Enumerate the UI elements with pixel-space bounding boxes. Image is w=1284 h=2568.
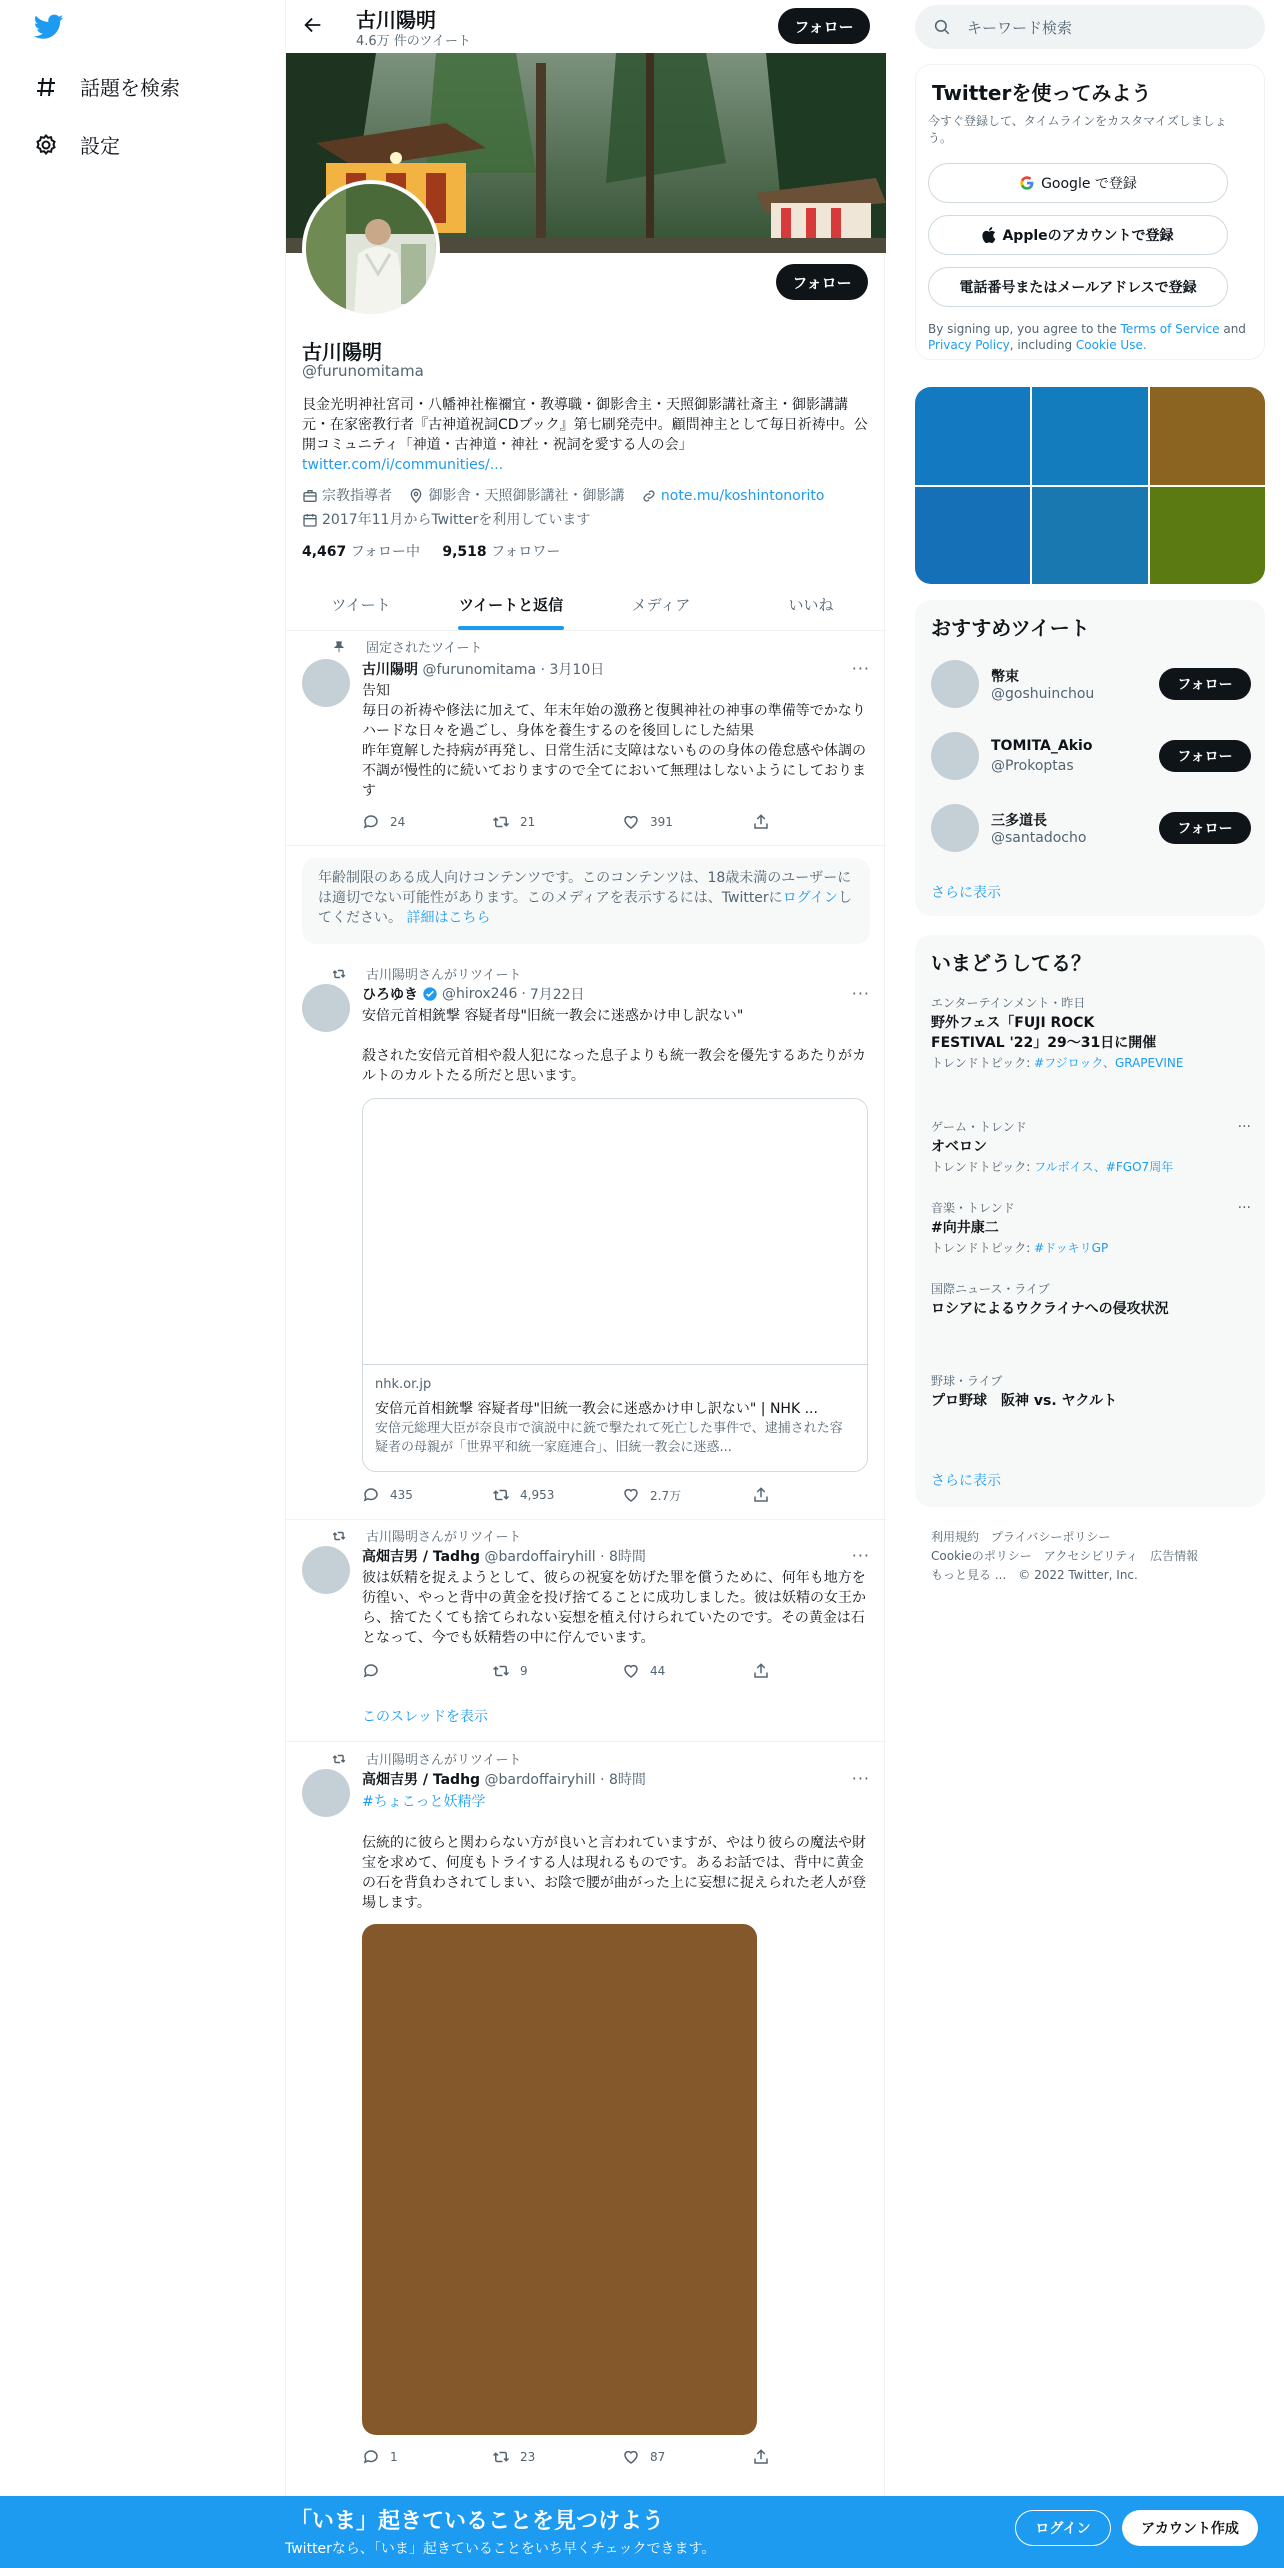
terms-of-service-link[interactable]: Terms of Service xyxy=(1120,322,1220,336)
bio-link[interactable]: twitter.com/i/communities/... xyxy=(302,457,504,473)
retweet-icon xyxy=(332,967,346,981)
nav-settings-label: 設定 xyxy=(80,134,120,158)
mosaic-tile[interactable] xyxy=(915,487,1030,585)
tab-media[interactable]: メディア xyxy=(631,595,691,614)
mosaic-tile[interactable] xyxy=(1150,387,1265,485)
reply-count: 1 xyxy=(390,2450,398,2464)
nav-explore-label: 話題を検索 xyxy=(80,76,180,100)
more-options-icon[interactable]: ··· xyxy=(851,659,870,678)
tweet-time[interactable]: 8時間 xyxy=(609,1772,646,1788)
signup-title: Twitterを使ってみよう xyxy=(932,81,1152,105)
signup-subtitle: 今すぐ登録して、タイムラインをカスタマイズしましょう。 xyxy=(928,114,1227,145)
avatar[interactable] xyxy=(302,659,350,707)
reply-count: 435 xyxy=(390,1488,413,1502)
tweet-context xyxy=(332,964,521,983)
header-follow-button[interactable]: フォロー xyxy=(778,8,870,44)
like-count: 44 xyxy=(650,1664,666,1678)
profile-name: 古川陽明 xyxy=(302,340,382,364)
retweet-icon xyxy=(492,2448,510,2466)
like-button[interactable] xyxy=(622,813,752,831)
like-count: 391 xyxy=(650,815,673,829)
google-signup-label: Google で登録 xyxy=(1041,176,1137,192)
profile-bio xyxy=(302,395,868,475)
followers-count: 9,518 xyxy=(442,544,487,560)
trend-topics xyxy=(931,1055,1251,1071)
tweet-header: ひろゆき @hirox246 · 7月22日 xyxy=(362,986,585,1003)
link-card-image xyxy=(363,1099,868,1365)
signup-panel xyxy=(915,64,1265,360)
gear-icon xyxy=(34,133,58,157)
search-input[interactable] xyxy=(915,5,1265,49)
trend-title: #向井康二 xyxy=(931,1220,999,1236)
recommended-user[interactable] xyxy=(931,732,1251,784)
age-restriction-notice xyxy=(302,858,870,944)
bio-text: 艮金光明神社宮司・八幡神社権禰宜・教導職・御影舎主・天照御影講社斎主・御影講講元・在家密教行者『古神道祝詞CDブック』第七刷発売中。顧問神主として毎日祈祷中。公開コミュニティ「神道・古神道・神社・祝詞を愛する人の会」 xyxy=(302,397,868,453)
share-button[interactable] xyxy=(752,2448,792,2466)
tweet-text: 伝統的に彼らと関わらない方が良いと言われていますが、やはり彼らの魔法や財宝を求めて、何度もトライする人は現れるものです。あるお話では、背中に黄金の石を背負わされてしまい、お陰で腰が曲がった上に妄想に捉えられた老人が登場します。 xyxy=(362,1835,866,1911)
recommended-user-name: 幣束 xyxy=(991,669,1019,685)
mosaic-tile[interactable] xyxy=(1150,487,1265,585)
trend-title: プロ野球 阪神 vs. ヤクルト xyxy=(931,1393,1118,1409)
share-icon xyxy=(752,1662,770,1680)
share-button[interactable] xyxy=(752,1662,792,1680)
more-options-icon[interactable]: ··· xyxy=(1237,1119,1251,1135)
trends-title: いまどうしてる？ xyxy=(931,951,1091,975)
like-count: 2.7万 xyxy=(650,1488,682,1503)
recommended-user-handle: @Prokoptas xyxy=(991,758,1074,774)
profile-follow-button[interactable]: フォロー xyxy=(776,264,868,300)
tweet-time[interactable]: 3月10日 xyxy=(549,662,605,678)
heart-icon xyxy=(622,2448,640,2466)
tweet-actions xyxy=(362,813,792,831)
profile-joined xyxy=(302,510,590,530)
author-name[interactable]: 高畑吉男 / Tadhg xyxy=(362,1772,481,1788)
trend-topic-label: トレンドトピック: xyxy=(931,1056,1035,1070)
tweet-time[interactable]: 7月22日 xyxy=(529,987,585,1003)
trend-item[interactable] xyxy=(931,1373,1251,1411)
mosaic-tile[interactable] xyxy=(915,387,1030,485)
follow-button[interactable]: フォロー xyxy=(1159,812,1251,844)
like-button[interactable] xyxy=(622,1486,752,1504)
following-stat[interactable] xyxy=(302,544,420,560)
bottom-signup-bar xyxy=(0,2496,1284,2568)
mosaic-tile[interactable] xyxy=(1032,387,1147,485)
age-warning-details-link[interactable]: 詳細はこちら xyxy=(406,910,491,926)
share-icon xyxy=(752,2448,770,2466)
recommended-user-handle: @goshuinchou xyxy=(991,686,1095,702)
tweet-time[interactable]: 8時間 xyxy=(609,1549,646,1565)
trend-item[interactable] xyxy=(931,995,1251,1071)
tab-tweets-and-replies[interactable]: ツイートと返信 xyxy=(436,578,586,630)
more-options-icon[interactable]: ··· xyxy=(851,1769,870,1788)
retweet-button[interactable] xyxy=(492,2448,622,2466)
avatar[interactable] xyxy=(302,984,350,1032)
tweet-actions xyxy=(362,2448,792,2466)
reply-button[interactable] xyxy=(362,1486,492,1504)
age-warning-login-link[interactable]: ログイン xyxy=(782,890,838,906)
share-button[interactable] xyxy=(752,813,792,831)
avatar[interactable] xyxy=(931,804,979,852)
retweet-icon xyxy=(492,813,510,831)
search-placeholder: キーワード検索 xyxy=(967,18,1073,37)
link-icon xyxy=(641,488,657,504)
trend-topic-link[interactable]: #フジロック、GRAPEVINE xyxy=(1034,1056,1184,1070)
tweet-header: 古川陽明 @furunomitama · 3月10日 xyxy=(362,662,605,678)
login-button[interactable]: ログイン xyxy=(1015,2510,1111,2546)
retweet-icon xyxy=(332,1529,346,1543)
header-name: 古川陽明 xyxy=(356,8,436,32)
trends-show-more[interactable]: さらに表示 xyxy=(931,1473,1001,1489)
context-label: 古川陽明さんがリツイート xyxy=(366,1753,522,1768)
trends-panel xyxy=(915,935,1265,1507)
retweet-count: 23 xyxy=(520,2450,536,2464)
retweet-icon xyxy=(492,1662,510,1680)
trend-item[interactable] xyxy=(931,1281,1251,1319)
tweet-retweet-tadhg-1[interactable] xyxy=(286,1520,886,1742)
tweet-actions xyxy=(362,1486,792,1504)
author-handle: @hirox246 xyxy=(442,986,518,1002)
create-account-button[interactable]: アカウント作成 xyxy=(1122,2510,1258,2546)
reply-button[interactable] xyxy=(362,1662,492,1680)
reply-icon xyxy=(362,1662,380,1680)
category-label: 宗教指導者 xyxy=(322,488,392,504)
avatar[interactable] xyxy=(302,1546,350,1594)
followers-label: フォロワー xyxy=(491,544,561,560)
retweet-button[interactable] xyxy=(492,813,622,831)
trend-category: エンターテインメント・昨日 xyxy=(931,996,1086,1010)
trend-category: 国際ニュース・ライブ xyxy=(931,1282,1050,1296)
profile-avatar[interactable] xyxy=(302,180,440,318)
profile-tabs xyxy=(286,578,886,631)
more-options-icon[interactable]: ··· xyxy=(1237,1200,1251,1216)
bottom-bar-subtitle: Twitterなら、「いま」起きていることをいち早くチェックできます。 xyxy=(285,2541,716,2557)
tab-likes[interactable]: いいね xyxy=(788,595,834,614)
nav-settings[interactable] xyxy=(34,130,120,159)
link-card-description: 安倍元総理大臣が奈良市で演説中に銃で撃たれて死亡した事件で、逮捕された容疑者の母親が「世界平和統一家庭連合」、旧統一教会に迷惑... xyxy=(375,1421,843,1455)
profile-header-bar xyxy=(286,0,886,53)
retweet-count: 4,953 xyxy=(520,1488,555,1502)
avatar[interactable] xyxy=(931,732,979,780)
terms-including: , including xyxy=(1009,338,1076,352)
recommended-show-more[interactable]: さらに表示 xyxy=(931,885,1001,901)
like-button[interactable] xyxy=(622,2448,752,2466)
follow-button[interactable]: フォロー xyxy=(1159,740,1251,772)
apple-signup-button[interactable] xyxy=(928,215,1228,255)
phone-email-signup-button[interactable]: 電話番号またはメールアドレスで登録 xyxy=(928,267,1228,307)
tweet-actions xyxy=(362,1662,792,1680)
location-pin-icon xyxy=(408,488,424,504)
tweet-text: 彼は妖精を捉えようとして、彼らの祝宴を妨げた罪を償うために、何年も地方を彷徨い、やっと背中の黄金を投げ捨てることに成功しました。彼は妖精の女王から、捨てたくても捨てられない妄想を植え付けられていたのです。その黄金は石となって、今でも妖精砦の中に佇んでいます。 xyxy=(362,1570,866,1646)
mosaic-tile[interactable] xyxy=(1032,487,1147,585)
tweet-header: 高畑吉男 / Tadhg @bardoffairyhill · 8時間 xyxy=(362,1772,646,1788)
context-label: 固定されたツイート xyxy=(366,641,483,656)
trend-title: オベロン xyxy=(931,1139,987,1155)
author-handle: @furunomitama xyxy=(422,662,537,678)
signup-terms xyxy=(928,321,1254,353)
following-count: 4,467 xyxy=(302,544,347,560)
heart-icon xyxy=(622,813,640,831)
trend-title: ロシアによるウクライナへの侵攻状況 xyxy=(931,1301,1169,1317)
follow-button[interactable]: フォロー xyxy=(1159,668,1251,700)
google-icon xyxy=(1019,175,1035,191)
footer-links xyxy=(931,1528,1251,1585)
show-thread-link[interactable]: このスレッドを表示 xyxy=(362,1709,488,1725)
context-label: 古川陽明さんがリツイート xyxy=(366,1530,522,1545)
reply-icon xyxy=(362,813,380,831)
tweet-context xyxy=(332,637,482,656)
profile-category xyxy=(302,486,392,506)
twitter-logo-icon[interactable] xyxy=(34,14,64,40)
age-warning-text-b: してください。 xyxy=(318,890,852,926)
tweet-pinned[interactable] xyxy=(286,631,886,846)
recommended-user[interactable] xyxy=(931,660,1251,712)
author-handle: @bardoffairyhill xyxy=(484,1549,596,1565)
profile-stats xyxy=(302,541,560,561)
context-label: 古川陽明さんがリツイート xyxy=(366,968,522,983)
recommended-user-handle: @santadocho xyxy=(991,830,1087,846)
google-signup-button[interactable] xyxy=(928,163,1228,203)
media-mosaic[interactable] xyxy=(915,387,1265,584)
reply-icon xyxy=(362,2448,380,2466)
trend-category: ゲーム・トレンド xyxy=(931,1120,1027,1134)
recommended-user[interactable] xyxy=(931,804,1251,856)
recommended-panel xyxy=(915,600,1265,916)
pin-icon xyxy=(332,640,346,654)
retweet-icon xyxy=(332,1752,346,1766)
tweet-text: 告知 毎日の祈祷や修法に加えて、年末年始の激務と復興神社の神事の準備等でかなりハードな日々を過ごし、身体を養生するのを後回しにした結果 昨年寛解した持病が再発し、日常生活に支障はないものの身体の倦怠感や体調の不調が慢性的に続いておりますので全てにおいて無理はしないようにしております xyxy=(362,683,866,799)
heart-icon xyxy=(622,1662,640,1680)
hashtag-link[interactable]: #ちょこっと妖精学 xyxy=(362,1794,486,1810)
tweet-context xyxy=(332,1749,521,1768)
author-name[interactable]: ひろゆき xyxy=(362,987,418,1003)
profile-website[interactable] xyxy=(641,486,825,506)
tweet-text: 安倍元首相銃撃 容疑者母"旧統一教会に迷惑かけ申し訳ない" 殺された安倍元首相や殺人犯になった息子よりも統一教会を優先するあたりがカルトのカルトたる所だと思います。 xyxy=(362,1008,866,1084)
link-preview-card[interactable] xyxy=(362,1098,868,1472)
heart-icon xyxy=(622,1486,640,1504)
search-icon xyxy=(933,18,951,36)
main-column xyxy=(285,0,885,2568)
like-button[interactable] xyxy=(622,1662,752,1680)
apple-icon xyxy=(982,227,996,243)
retweet-count: 9 xyxy=(520,1664,528,1678)
verified-badge-icon xyxy=(422,986,438,1002)
more-options-icon[interactable]: ··· xyxy=(851,1546,870,1565)
share-icon xyxy=(752,1486,770,1504)
author-handle: @bardoffairyhill xyxy=(484,1772,596,1788)
privacy-policy-link[interactable]: Privacy Policy xyxy=(928,338,1010,352)
apple-signup-label: Appleのアカウントで登録 xyxy=(1002,228,1174,244)
trend-topic-label: トレンドトピック: xyxy=(931,1241,1035,1255)
trend-topic-link[interactable]: #ドッキリGP xyxy=(1034,1241,1109,1255)
footer-line-3[interactable]: もっと見る ... © 2022 Twitter, Inc. xyxy=(931,1568,1138,1582)
trend-item[interactable] xyxy=(931,1200,1251,1256)
trend-topics xyxy=(931,1240,1251,1256)
age-warning-text: 年齢制限のある成人向けコンテンツです。このコンテンツは、18歳未満のユーザーには適切でない可能性があります。このメディアを表示するには、Twitterに xyxy=(318,870,852,906)
footer-line-2[interactable]: Cookieのポリシー アクセシビリティ 広告情報 xyxy=(931,1549,1199,1563)
trend-topic-label: トレンドトピック: xyxy=(931,1160,1035,1174)
tweet-media-image[interactable] xyxy=(362,1924,757,2435)
trend-category: 音楽・トレンド xyxy=(931,1201,1015,1215)
joined-label: 2017年11月からTwitterを利用しています xyxy=(322,512,591,528)
share-button[interactable] xyxy=(752,1486,792,1504)
more-options-icon[interactable]: ··· xyxy=(851,984,870,1003)
reply-icon xyxy=(362,1486,380,1504)
link-card-title: 安倍元首相銃撃 容疑者母"旧統一教会に迷惑かけ申し訳ない" | NHK ... xyxy=(375,1401,818,1417)
left-nav xyxy=(0,0,285,2568)
recommended-title: おすすめツイート xyxy=(931,616,1090,640)
calendar-icon xyxy=(302,512,318,528)
following-label: フォロー中 xyxy=(350,544,421,560)
footer-line-1[interactable]: 利用規約 プライバシーポリシー xyxy=(931,1530,1111,1544)
trend-title: 野外フェス「FUJI ROCK FESTIVAL '22」29～31日に開催 xyxy=(931,1015,1157,1051)
header-tweet-count: 4.6万 件のツイート xyxy=(356,34,471,49)
retweet-button[interactable] xyxy=(492,1486,622,1504)
reply-button[interactable] xyxy=(362,2448,492,2466)
avatar[interactable] xyxy=(302,1769,350,1817)
share-icon xyxy=(752,813,770,831)
retweet-icon xyxy=(492,1486,510,1504)
author-name[interactable]: 古川陽明 xyxy=(362,662,418,678)
trend-category: 野球・ライブ xyxy=(931,1374,1003,1388)
avatar[interactable] xyxy=(931,660,979,708)
tab-tweets[interactable]: ツイート xyxy=(331,595,391,614)
recommended-user-name: 三多道長 xyxy=(991,813,1047,829)
followers-stat[interactable] xyxy=(442,544,560,560)
back-arrow-icon[interactable] xyxy=(302,14,324,36)
cookie-use-link[interactable]: Cookie Use. xyxy=(1075,338,1147,352)
link-card-domain: nhk.or.jp xyxy=(375,1377,432,1392)
website-link[interactable]: note.mu/koshintonorito xyxy=(660,488,825,504)
retweet-count: 21 xyxy=(520,815,536,829)
trend-topic-link[interactable]: フルボイス、#FGO7周年 xyxy=(1034,1160,1174,1174)
tweet-context xyxy=(332,1526,521,1545)
tweet-header: 高畑吉男 / Tadhg @bardoffairyhill · 8時間 xyxy=(362,1549,646,1565)
profile-meta xyxy=(302,486,868,534)
nav-explore[interactable] xyxy=(34,72,180,101)
terms-text: By signing up, you agree to the xyxy=(928,322,1121,336)
trend-topics xyxy=(931,1159,1251,1175)
reply-button[interactable] xyxy=(362,813,492,831)
reply-count: 24 xyxy=(390,815,406,829)
trend-item[interactable] xyxy=(931,1119,1251,1175)
bottom-bar-title: 「いま」起きていることを見つけよう xyxy=(290,2509,665,2534)
profile-location xyxy=(408,486,624,506)
profile-handle: @furunomitama xyxy=(302,362,424,380)
author-name[interactable]: 高畑吉男 / Tadhg xyxy=(362,1549,481,1565)
briefcase-icon xyxy=(302,488,318,504)
retweet-button[interactable] xyxy=(492,1662,622,1680)
hashtag-icon xyxy=(34,75,58,99)
location-label: 御影舎・天照御影講社・御影講 xyxy=(428,488,625,504)
terms-and: and xyxy=(1219,322,1246,336)
like-count: 87 xyxy=(650,2450,666,2464)
recommended-user-name: TOMITA_Akio xyxy=(991,738,1093,754)
